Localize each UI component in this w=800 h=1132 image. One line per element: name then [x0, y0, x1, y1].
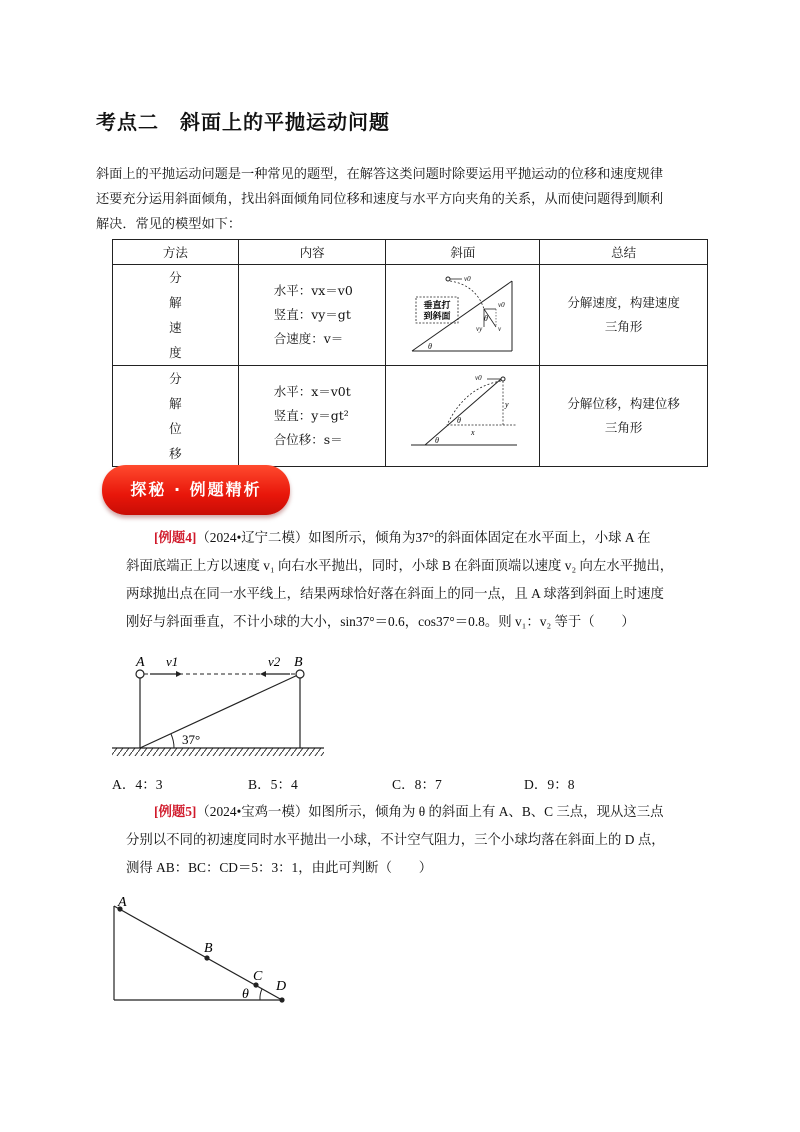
- summary-line: 分解速度，构建速度: [567, 295, 680, 310]
- example5-text: （2024•宝鸡一模）如图所示，倾角为 θ 的斜面上有 A、B、C 三点，现从这三点: [196, 804, 664, 819]
- figure-label-C: C: [253, 969, 263, 984]
- diagram-label-theta: θ: [434, 435, 439, 445]
- summary-line: 三角形: [604, 420, 643, 435]
- content-line: 合位移：s＝: [273, 432, 343, 447]
- content-line: 合速度：v＝: [273, 331, 344, 346]
- content-line: 水平：vx＝v0: [273, 283, 353, 298]
- example4-line: [126, 524, 712, 552]
- method-cell: [113, 366, 239, 467]
- intro-line: 解决．常见的模型如下：: [96, 217, 242, 232]
- figure-label-v1: v1: [166, 654, 179, 669]
- example4-tag: [例题4]: [154, 530, 197, 545]
- example5-question: [126, 798, 712, 882]
- choice-B[interactable]: B．5：4: [248, 777, 298, 792]
- example4-line: 两球抛出点在同一水平线上，结果两球恰好落在斜面上的同一点，且 A 球落到斜面上时速度: [126, 586, 664, 601]
- figure-label-angle: 37°: [182, 732, 201, 747]
- example5-line: 分别以不同的初速度同时水平抛出一小球，不计空气阻力，三个小球均落在斜面上的 D 点，: [126, 832, 665, 847]
- diagram-label-theta: θ: [483, 313, 488, 323]
- choice-A[interactable]: A．4：3: [112, 777, 163, 792]
- summary-line: 三角形: [604, 319, 643, 334]
- model-table: [112, 239, 708, 467]
- intro-paragraph: [96, 162, 712, 237]
- figure-label-theta: θ: [242, 987, 249, 1002]
- header-method: 方法: [113, 240, 239, 265]
- method-char: 度: [169, 345, 182, 360]
- diagram-label-y: y: [504, 399, 509, 409]
- choice-D[interactable]: D．9：8: [524, 777, 575, 792]
- example5-line: 测得 AB：BC：CD＝5：3：1，由此可判断（ ）: [126, 860, 433, 875]
- example4-figure: [108, 648, 328, 764]
- diagram-label-theta: θ: [456, 415, 461, 425]
- content-cell: [238, 265, 386, 366]
- diagram-label-theta: θ: [427, 341, 432, 351]
- diagram-label-x: x: [470, 427, 475, 437]
- figure-label-B: B: [294, 655, 303, 670]
- method-char: 解: [169, 295, 182, 310]
- diagram-label-box: 垂直打: [423, 299, 451, 310]
- example4-line: 斜面底端正上方以速度 v₁ 向右水平抛出，同时，小球 B 在斜面顶端以速度 v₂ 向左水平抛出，: [126, 558, 674, 573]
- example4-question: [126, 524, 712, 636]
- table-row: [113, 366, 708, 467]
- method-cell: [113, 265, 239, 366]
- velocity-decomposition-diagram: [408, 271, 518, 357]
- example4-text: （2024•辽宁二模）如图所示，倾角为37°的斜面体固定在水平面上，小球 A 在: [196, 530, 651, 545]
- summary-cell: [540, 366, 708, 467]
- diagram-label-vx: v0: [497, 300, 505, 309]
- section-title: 考点二 斜面上的平抛运动问题: [96, 110, 390, 134]
- method-char: 位: [169, 421, 182, 436]
- method-char: 分: [169, 371, 182, 386]
- intro-line: 斜面上的平抛运动问题是一种常见的题型，在解答这类问题时除要运用平抛运动的位移和速度规律: [96, 167, 664, 182]
- diagram-label-v0: v0: [474, 373, 482, 382]
- header-summary: 总结: [540, 240, 708, 265]
- figure-label-A: A: [118, 895, 127, 910]
- section-banner: 探秘 · 例题精析: [102, 465, 290, 515]
- choice-C[interactable]: C．8：7: [392, 777, 442, 792]
- summary-cell: [540, 265, 708, 366]
- displacement-diagram-cell: [386, 366, 540, 467]
- diagram-label-v0: v0: [463, 274, 471, 283]
- velocity-diagram-cell: [386, 265, 540, 366]
- intro-line: 还要充分运用斜面倾角，找出斜面倾角同位移和速度与水平方向夹角的关系，从而使问题得到顺利: [96, 192, 664, 207]
- method-char: 解: [169, 396, 182, 411]
- diagram-label-box: 到斜面: [423, 310, 451, 321]
- example5-figure: [100, 890, 310, 1010]
- figure-label-B: B: [204, 941, 213, 956]
- method-char: 移: [169, 446, 182, 461]
- figure-label-A: A: [136, 655, 145, 670]
- diagram-label-v: v: [497, 324, 501, 333]
- method-char: 分: [169, 270, 182, 285]
- method-char: 速: [169, 320, 182, 335]
- figure-label-v2: v2: [268, 654, 281, 669]
- example4-line: 刚好与斜面垂直，不计小球的大小，sin37°＝0.6，cos37°＝0.8。则 v₁：v₂ 等于（ ）: [126, 614, 635, 629]
- header-content: 内容: [238, 240, 386, 265]
- content-line: 水平：x＝v0t: [273, 384, 351, 399]
- summary-line: 分解位移，构建位移: [567, 396, 680, 411]
- example5-line: [126, 798, 712, 826]
- diagram-label-vy: vy: [475, 324, 483, 333]
- example5-tag: [例题5]: [154, 804, 197, 819]
- table-row: [113, 265, 708, 366]
- content-line: 竖直：y＝gt²: [273, 408, 349, 423]
- content-line: 竖直：vy＝gt: [273, 307, 351, 322]
- content-cell: [238, 366, 386, 467]
- table-header-row: [113, 240, 708, 265]
- header-incline: 斜面: [386, 240, 540, 265]
- displacement-decomposition-diagram: [405, 373, 521, 457]
- figure-label-D: D: [276, 979, 287, 994]
